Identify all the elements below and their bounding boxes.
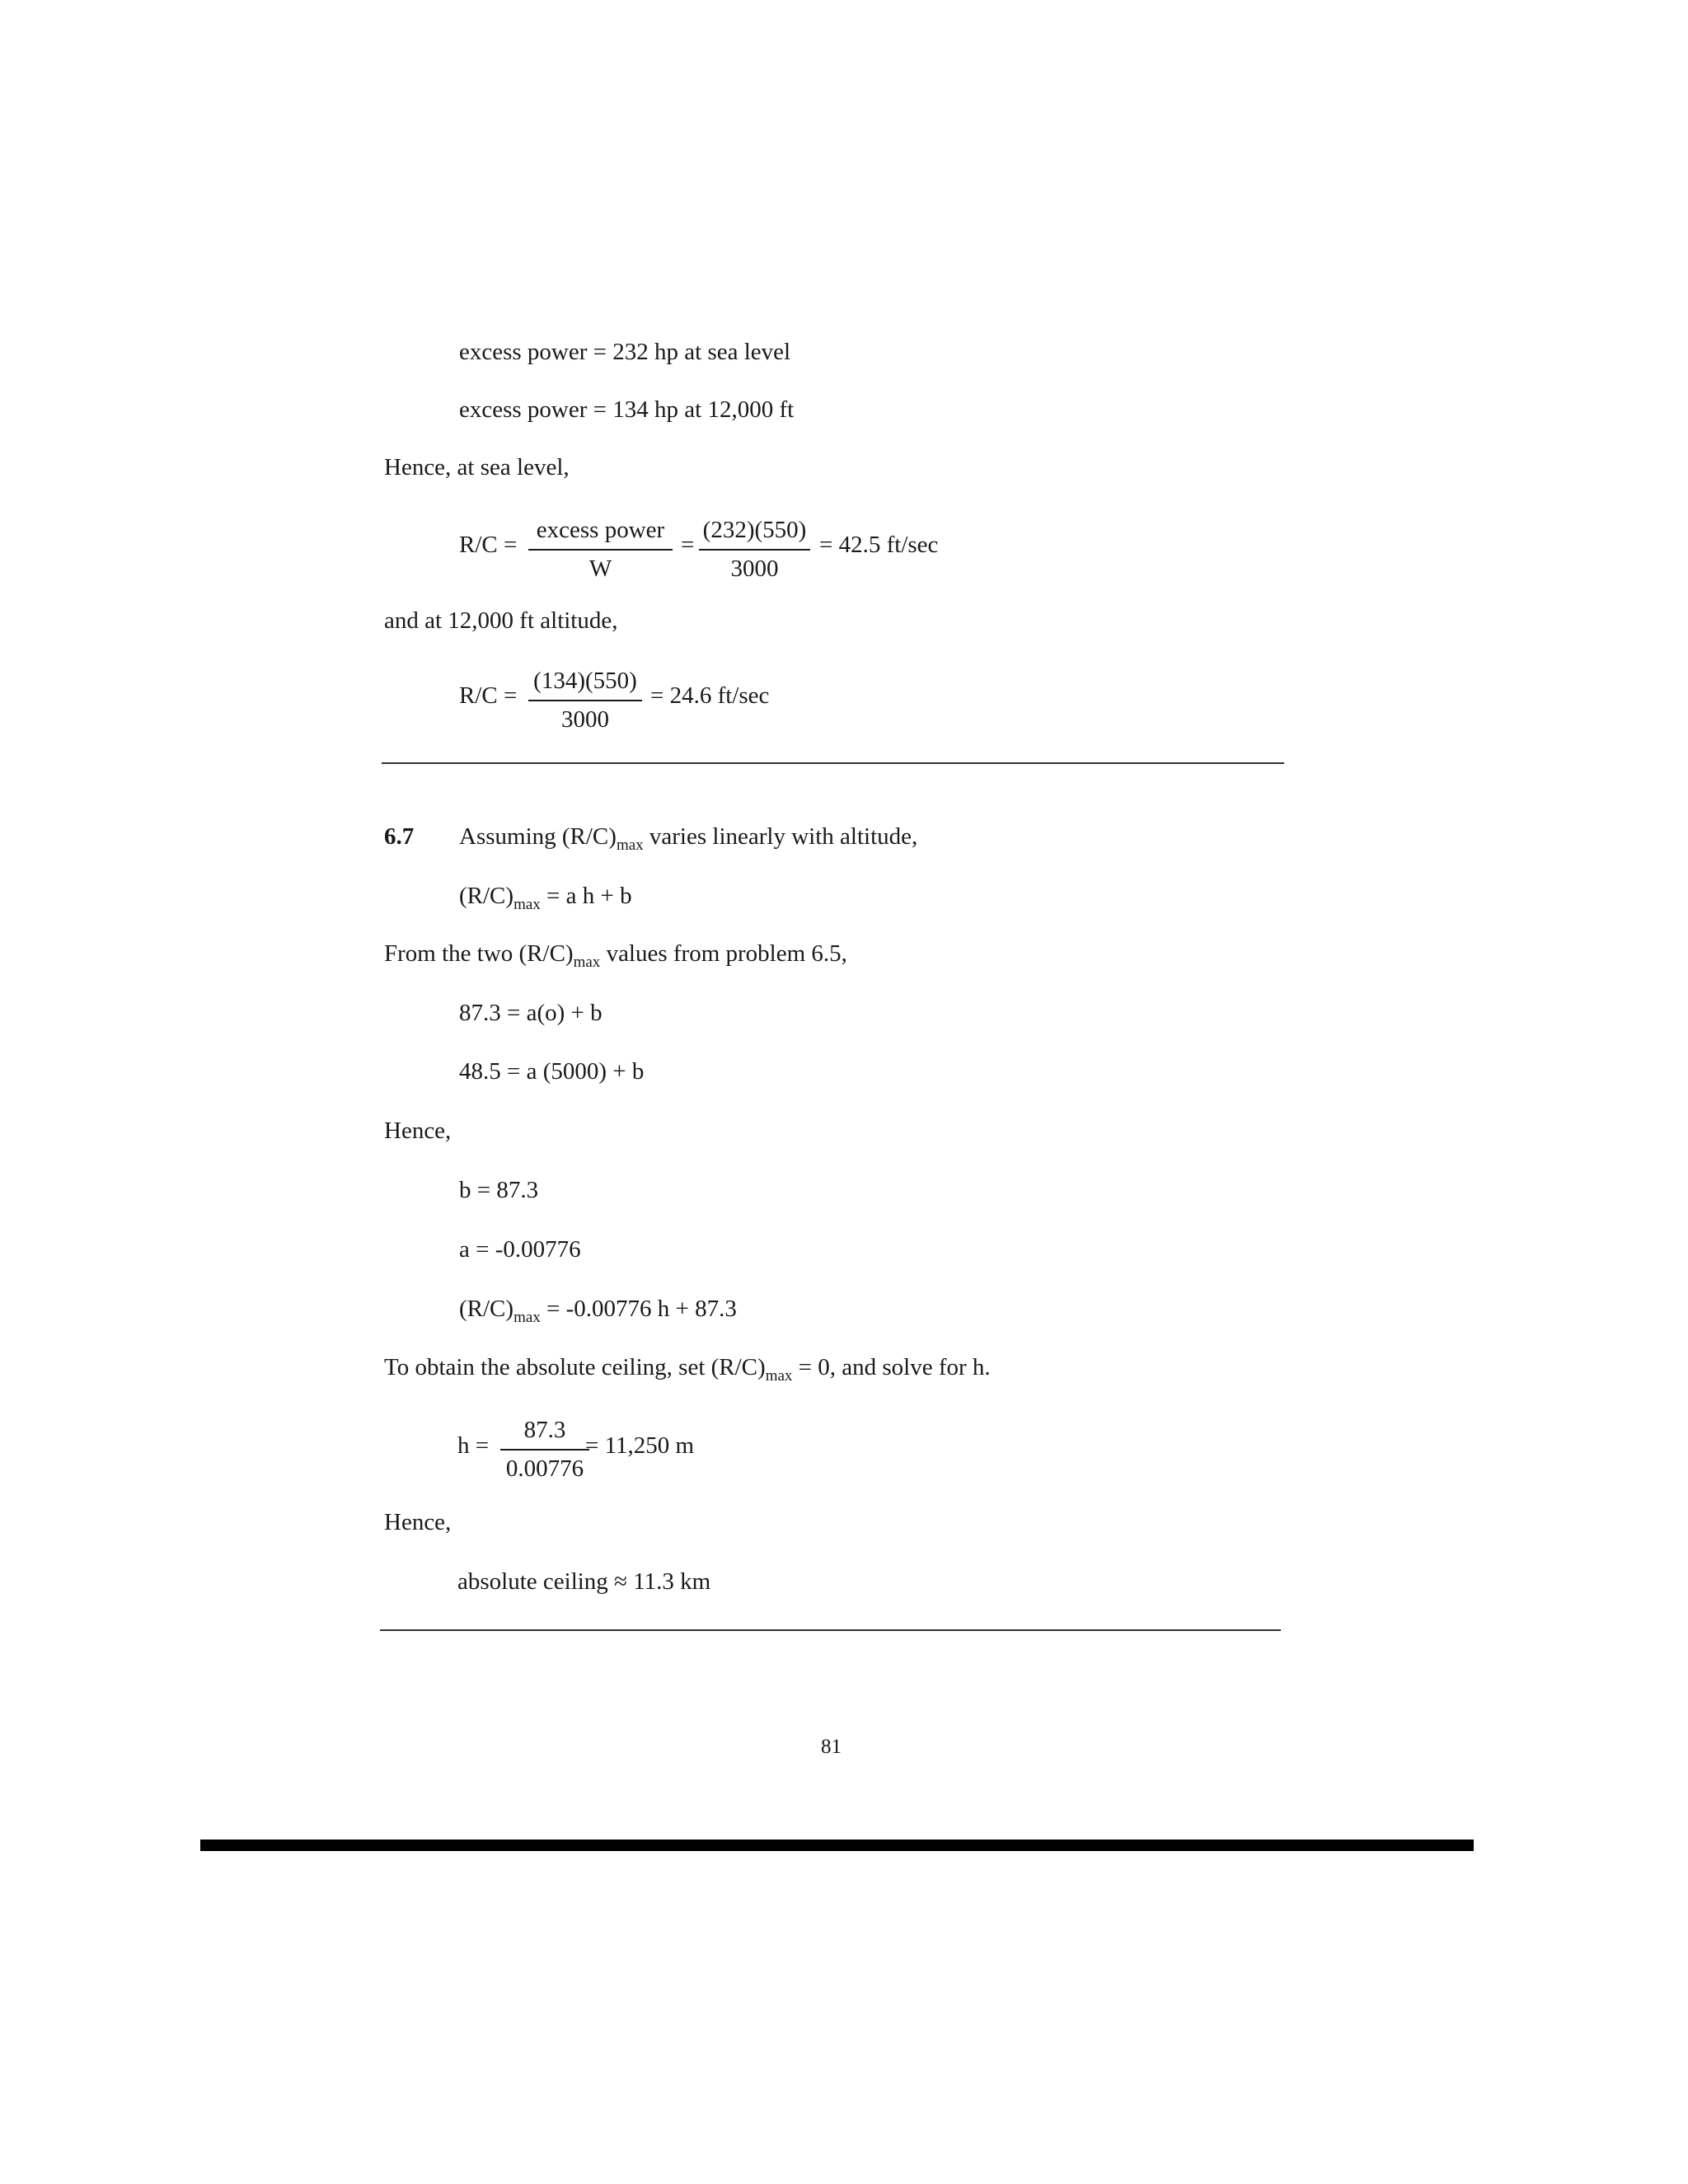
result-equation [459,1296,737,1326]
eq2-lhs: R/C = [459,682,518,709]
h-eq-result: = 11,250 m [585,1432,695,1459]
eq2-result: = 24.6 ft/sec [650,682,770,709]
h-eq-denominator: 0.00776 [505,1455,584,1482]
excess-power-12000ft: excess power = 134 hp at 12,000 ft [459,396,795,423]
problem-intro-text: Assuming (R/C) [459,823,617,850]
ceiling-instruction-head: To obtain the absolute ceiling, set (R/C) [384,1354,766,1380]
and-12000ft-text: and at 12,000 ft altitude, [384,607,618,634]
equation-a5000: 48.5 = a (5000) + b [459,1058,645,1085]
eq1-result: = 42.5 ft/sec [819,532,939,558]
h-eq-fraction [500,1418,589,1481]
from-values-text [384,940,847,971]
eq1-numerator-1: excess power [536,517,665,543]
section-divider [380,1629,1281,1631]
result-rhs: = -0.00776 h + 87.3 [540,1296,737,1322]
absolute-ceiling-result: absolute ceiling ≈ 11.3 km [457,1568,711,1595]
excess-power-sea-level: excess power = 232 hp at sea level [459,339,791,365]
problem-number: 6.7 [384,823,415,850]
from-values-head: From the two (R/C) [384,940,574,967]
page-bottom-bar [200,1840,1474,1851]
eq2-denominator: 3000 [561,706,609,733]
page-number: 81 [821,1736,842,1758]
hence-text-2: Hence, [384,1509,452,1535]
problem-intro-tail: varies linearly with altitude, [643,823,918,850]
h-eq-lhs: h = [457,1432,490,1459]
a-value: a = -0.00776 [459,1236,581,1263]
eq1-fraction-values [699,518,810,581]
linear-model-equation [459,883,632,913]
linear-model-rhs: = a h + b [540,883,632,909]
problem-intro [459,823,918,854]
eq1-denominator-2: 3000 [730,555,779,582]
eq1-numerator-2: (232)(550) [702,517,807,543]
eq2-fraction [528,669,642,732]
from-values-tail: values from problem 6.5, [600,940,847,967]
subscript-max: max [765,1367,793,1385]
eq1-equals: = [681,532,695,558]
eq1-lhs: R/C = [459,532,518,558]
hence-text-1: Hence, [384,1118,452,1144]
b-value: b = 87.3 [459,1177,539,1203]
subscript-max: max [513,1309,541,1326]
eq2-numerator: (134)(550) [533,668,637,694]
ceiling-instruction-tail: = 0, and solve for h. [792,1354,991,1380]
h-eq-numerator: 87.3 [523,1417,566,1443]
subscript-max: max [513,896,541,913]
hence-sea-level-text: Hence, at sea level, [384,454,570,480]
eq1-fraction-excess-power [528,518,673,581]
section-divider [382,762,1284,764]
eq1-denominator-1: W [588,555,612,582]
result-lhs: (R/C) [459,1296,514,1322]
linear-model-lhs: (R/C) [459,883,514,909]
ceiling-instruction [384,1354,991,1385]
subscript-max: max [573,954,601,971]
subscript-max: max [616,837,644,854]
equation-a0: 87.3 = a(o) + b [459,1000,603,1026]
